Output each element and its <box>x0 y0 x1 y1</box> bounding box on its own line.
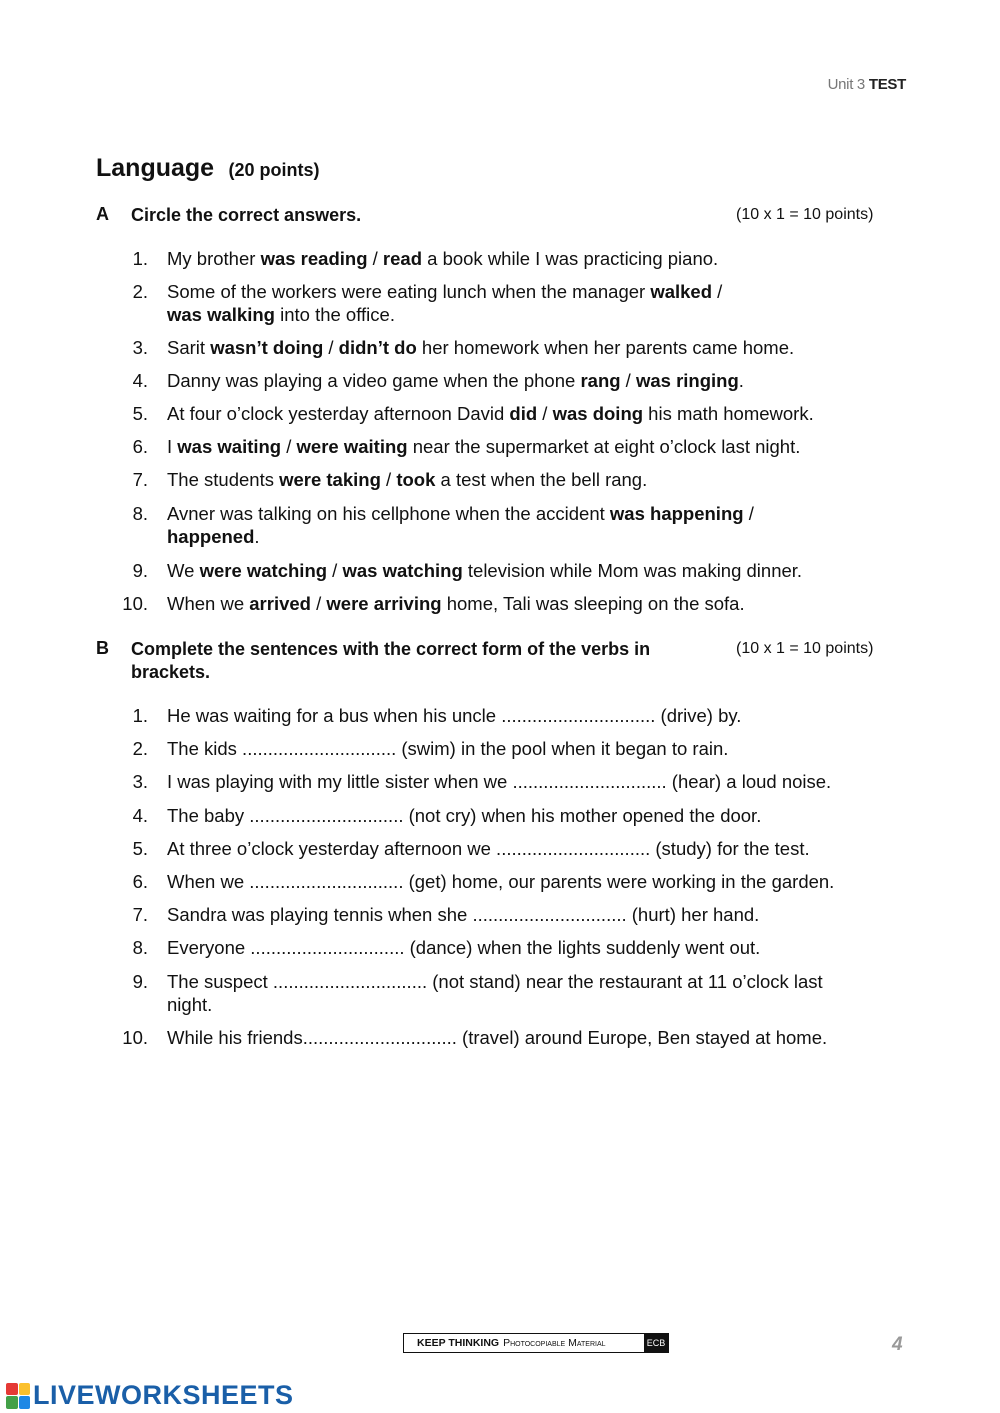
question-text: The baby .............................. (not cry) when his mother opened the door. <box>167 805 762 826</box>
answer-option[interactable]: were arriving <box>326 593 442 614</box>
answer-option[interactable]: was walking <box>167 304 275 325</box>
language-heading <box>96 154 320 183</box>
question-number: 7. <box>132 469 148 490</box>
question-number: 10. <box>122 593 148 614</box>
question-text: Sandra was playing tennis when she .............................. (hurt) her hand. <box>167 904 760 925</box>
question-number: 2. <box>132 281 148 302</box>
question-text: He was waiting for a bus when his uncle .............................. (drive) by. <box>167 705 742 726</box>
question-number: 9. <box>132 971 148 992</box>
unit-label: Unit 3 <box>827 76 865 93</box>
question-text: I was waiting / were waiting near the supermarket at eight o’clock last night. <box>167 436 801 457</box>
answer-option[interactable]: was waiting <box>177 436 282 457</box>
question-number: 8. <box>132 503 148 524</box>
question-text: My brother was reading / read a book while I was practicing piano. <box>167 248 719 269</box>
question-text: The suspect .............................. (not stand) near the restaurant at 11 o’clock last night. <box>167 971 823 1015</box>
question-text: Avner was talking on his cellphone when the accident was happening / happened. <box>167 503 754 547</box>
section-b-letter: B <box>96 638 109 658</box>
test-label: TEST <box>868 76 906 93</box>
question-number: 10. <box>122 1027 148 1048</box>
question-number: 1. <box>132 705 148 726</box>
answer-option[interactable]: was happening <box>609 503 744 524</box>
footer-series: KEEP THINKING <box>417 1337 500 1349</box>
liveworksheets-logo-icon <box>6 1383 30 1409</box>
footer-material: Photocopiable Material <box>503 1337 606 1349</box>
answer-option[interactable]: was doing <box>552 403 644 424</box>
question-text: We were watching / was watching television while Mom was making dinner. <box>167 560 803 581</box>
question-text: Some of the workers were eating lunch when the manager walked / was walking into the office. <box>167 281 723 325</box>
answer-option[interactable]: wasn’t doing <box>210 337 324 358</box>
section-a-points: (10 x 1 = 10 points) <box>736 206 874 223</box>
question-text: At three o’clock yesterday afternoon we .............................. (study) for the test. <box>167 838 810 859</box>
question-number: 3. <box>132 771 148 792</box>
page-number: 4 <box>892 1334 903 1355</box>
answer-option[interactable]: was ringing <box>635 370 739 391</box>
question-number: 5. <box>132 838 148 859</box>
question-text: Everyone .............................. (dance) when the lights suddenly went out. <box>167 937 761 958</box>
question-number: 9. <box>132 560 148 581</box>
question-number: 8. <box>132 937 148 958</box>
question-number: 6. <box>132 871 148 892</box>
section-b-points: (10 x 1 = 10 points) <box>736 640 874 657</box>
section-b-instruction: Complete the sentences with the correct form of the verbs in brackets. <box>131 639 651 682</box>
question-number: 7. <box>132 904 148 925</box>
question-number: 4. <box>132 805 148 826</box>
question-text: Danny was playing a video game when the phone rang / was ringing. <box>167 370 744 391</box>
answer-option[interactable]: read <box>382 248 422 269</box>
unit-header <box>828 76 906 93</box>
question-number: 1. <box>132 248 148 269</box>
answer-option[interactable]: were watching <box>199 560 328 581</box>
language-points: (20 points) <box>228 160 320 180</box>
answer-option[interactable]: happened <box>167 526 255 547</box>
question-number: 4. <box>132 370 148 391</box>
question-number: 5. <box>132 403 148 424</box>
question-number: 3. <box>132 337 148 358</box>
question-text: When we arrived / were arriving home, Tali was sleeping on the sofa. <box>167 593 745 614</box>
question-number: 6. <box>132 436 148 457</box>
answer-option[interactable]: walked <box>650 281 713 302</box>
liveworksheets-brand[interactable] <box>6 1380 294 1411</box>
question-text: Sarit wasn’t doing / didn’t do her homework when her parents came home. <box>167 337 795 358</box>
answer-option[interactable]: was watching <box>342 560 463 581</box>
question-text: The kids .............................. (swim) in the pool when it began to rain. <box>167 738 729 759</box>
question-number: 2. <box>132 738 148 759</box>
question-text: When we .............................. (get) home, our parents were working in the garden. <box>167 871 835 892</box>
liveworksheets-name: LIVEWORKSHEETS <box>33 1380 294 1410</box>
question-text: I was playing with my little sister when we .............................. (hear) a loud noise. <box>167 771 832 792</box>
answer-option[interactable]: were waiting <box>296 436 408 457</box>
answer-option[interactable]: was reading <box>260 248 368 269</box>
language-title: Language <box>96 154 215 182</box>
section-a-instruction: Circle the correct answers. <box>131 205 362 225</box>
question-text: The students were taking / took a test when the bell rang. <box>167 469 648 490</box>
answer-option[interactable]: took <box>396 469 436 490</box>
answer-option[interactable]: arrived <box>249 593 311 614</box>
answer-option[interactable]: rang <box>580 370 621 391</box>
question-text: At four o’clock yesterday afternoon David did / was doing his math homework. <box>167 403 814 424</box>
answer-option[interactable]: did <box>509 403 538 424</box>
answer-option[interactable]: didn’t do <box>338 337 417 358</box>
answer-option[interactable]: were taking <box>279 469 381 490</box>
section-a-letter: A <box>96 204 109 224</box>
question-text: While his friends.............................. (travel) around Europe, Ben stayed at home. <box>167 1027 828 1048</box>
publisher-logo: ECB <box>644 1334 668 1352</box>
footer-box <box>403 1333 669 1353</box>
